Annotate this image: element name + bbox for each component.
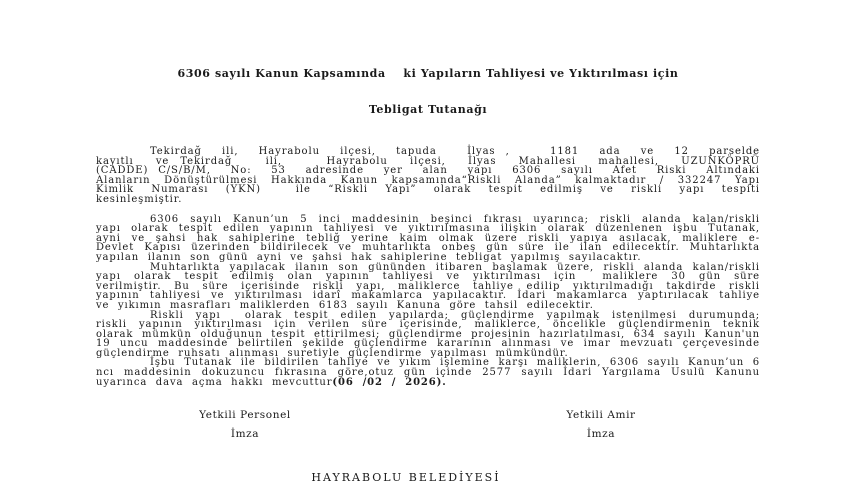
signature-personnel-title: Yetkili Personel xyxy=(199,409,291,422)
signature-supervisor-imza-label: İmza xyxy=(586,428,616,441)
signature-block-supervisor xyxy=(516,410,686,439)
footer-municipality-name: HAYRABOLU BELEDİYESİ xyxy=(311,471,501,484)
document-body xyxy=(96,146,778,388)
signature-personnel-imza-label: İmza xyxy=(230,428,260,441)
lawsuit-deadline-date: (06 /02 / 2026). xyxy=(332,376,447,388)
paragraph-reinforcement-option: Riskli yapı olarak tespit edilen yapılarda; güçlendirme yapılmak istenilmesi durumunda; riskli yapının yıktırılması için verilen süre içerisinde, maliklerce, öncelikle güçlendirmenin teknik olarak mümkün olduğunun tespit ettirilmesi; güçlendirme projesinin hazırlatılması, 634 sayılı Kanun'un 19 uncu maddesinde belirtilen şekilde güçlendirme kararının alınması ve imar mevzuatı çerçevesinde güçlendirme ruhsatı alınması suretiyle güçlendirme yapılması mümkündür. xyxy=(96,309,769,359)
document-title-line1: 6306 sayılı Kanun Kapsamında ki Yapıların Tahliyesi ve Yıktırılması için xyxy=(177,67,679,80)
document-title-line2: Tebligat Tutanağı xyxy=(368,103,488,116)
legal-recourse-text: İşbu Tutanak ile bildirilen tahliye ve yıkım işlemine karşı maliklerin, 6306 sayılı Kanun’un 6 ncı maddesinin dokuzuncu fıkrasına göre,otuz gün içinde 2577 sayılı İdari Yargılama Usulü Kanunu uyarınca dava açma hakkı mevcuttur xyxy=(96,357,769,388)
signature-block-personnel xyxy=(160,410,330,439)
signature-supervisor-title: Yetkili Amir xyxy=(566,409,636,422)
document-title xyxy=(96,44,760,140)
signature-section xyxy=(96,410,760,454)
paragraph-building-identification: Tekirdağ ili, Hayrabolu ilçesi, tapuda İlyas , 1181 ada ve 12 parselde kayıtlı ve Tekirdağ ili, Hayrabolu ilçesi, İlyas Mahallesi mahallesi, UZUNKÖPRÜ (CADDE) C/S/B/M, No: 53 adresinde yer alan yapı 6306 sayılı Afet Riski Altındaki Alanların Dönüştürülmesi Hakkında Kanun kapsamında“Riskli Alanda” kalmaktadır / 332247 Yapı Kimlik Numarası (YKN) ile “Riskli Yapı” olarak tespit edilmiş ve riskli yapı tespiti kesinleşmiştir. xyxy=(96,146,778,205)
paragraph-legal-recourse xyxy=(96,357,769,388)
paragraph-evacuation-deadline: Muhtarlıkta yapılacak ilanın son gününden itibaren başlamak üzere, riskli alanda kalan/riskli yapı olarak tespit edilmiş olan yapının tahliyesi ve yıktırılması için maliklere 30 gün süre verilmiştir. Bu süre içerisinde riskli yapı, maliklerce tahliye edilip yıktırılmadığı takdirde riskli yapının tahliyesi ve yıktırılması idarî makamlarca yapılacaktır. İdari makamlarca yaptırılacak tahliye ve yıkımın masrafları maliklerden 6183 sayılı Kanuna göre tahsil edilecektir. xyxy=(96,261,769,311)
paragraph-notification-procedure: 6306 sayılı Kanun’un 5 inci maddesinin beşinci fıkrası uyarınca; riskli alanda kalan/riskli yapı olarak tespit edilen yapının tahliyesi ve yıktırılmasına ilişkin olarak düzenlenen işbu Tutanak, ayni ve şahsi hak sahiplerine tebliğ yerine kaim olmak üzere riskli yapıya asılacak, maliklere e-Devlet Kapısı üzerinden bildirilecek ve muhtarlıkta onbeş gün süre ile ilan edilecektir. Muhtarlıkta yapılan ilanın son günü ayni ve şahsi hak sahiplerine tebligat yapılmış sayılacaktır. xyxy=(96,213,769,263)
